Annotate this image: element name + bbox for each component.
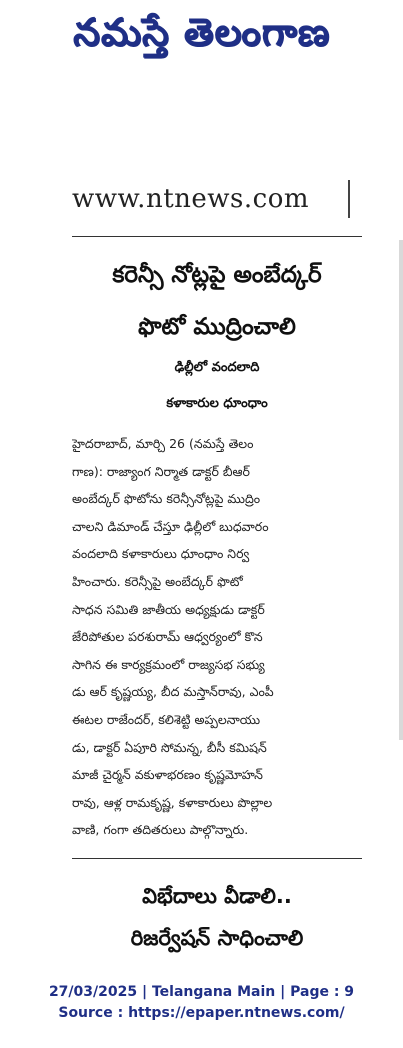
body-line: వందలాది కళాకారులు ధూంధాం నిర్వ (72, 546, 250, 562)
divider-top (72, 236, 362, 237)
body-line: చాలని డిమాండ్ చేస్తూ ఢిల్లీలో బుధవారం (72, 518, 269, 534)
next-headline-line-1: విభేదాలు వీడాలి.. (142, 884, 292, 908)
newspaper-logo: నమస్తే తెలంగాణ (73, 10, 330, 54)
body-line: డు ఆర్ కృష్ణయ్య, బీద మస్తాన్‌రావు, ఎంపీ (72, 684, 274, 700)
body-line: జేరిపోతుల పరశురామ్ ఆధ్వర్యంలో కొన (72, 629, 263, 645)
masthead (0, 6, 403, 68)
headline-line-2: ఫొటో ముద్రించాలి (138, 314, 296, 340)
subheadline-line-2: కళాకారుల ధూంధాం (166, 396, 268, 411)
subheadline-line-1: ఢిల్లీలో వందలాది (174, 360, 260, 375)
body-line: అంబేద్కర్ ఫొటోను కరెన్సీనోట్లపై ముద్రిం (72, 491, 261, 507)
body-line: గాణ): రాజ్యాంగ నిర్మాత డాక్టర్ బీఆర్ (72, 463, 250, 479)
body-line: హైదరాబాద్, మార్చి 26 (నమస్తే తెలం (72, 436, 254, 451)
next-headline-line-2: రిజర్వేషన్ సాధించాలి (130, 926, 304, 950)
body-line: రావు, ఆళ్ల రామకృష్ణ, కళాకారులు పొల్లాల (72, 794, 273, 810)
url-divider (348, 180, 350, 218)
edition-info: 27/03/2025 | Telangana Main | Page : 9 (48, 984, 355, 1000)
body-line: డు, డాక్టర్ ఏపూరి సోమన్న, బీసీ కమిషన్ (72, 739, 267, 755)
headline-line-1: కరెన్సీ నోట్లపై అంబేద్కర్ (112, 262, 322, 288)
body-line: వాణి, గంగా తదితరులు పాల్గొన్నారు. (72, 822, 249, 838)
article-body (72, 430, 362, 844)
body-line: సాగిన ఈ కార్యక్రమంలో రాజ్యసభ సభ్యు (72, 656, 265, 672)
site-url-row (72, 178, 362, 220)
body-line: మాజీ చైర్మన్ వకుళాభరణం కృష్ణమోహన్ (72, 767, 263, 783)
body-line: హించారు. కరెన్సీపై అంబేద్కర్ ఫొటో (72, 573, 243, 589)
page-edge-shadow (399, 240, 403, 740)
divider-bottom (72, 858, 362, 859)
source-link[interactable]: Source : https://epaper.ntnews.com/ (58, 1005, 345, 1021)
body-line: సాధన సమితి జాతీయ అధ్యక్షుడు డాక్టర్ (72, 601, 265, 617)
body-line: ఈటల రాజేందర్, కలిశెట్టి అప్పలనాయు (72, 711, 261, 727)
site-url: www.ntnews.com (72, 184, 310, 214)
